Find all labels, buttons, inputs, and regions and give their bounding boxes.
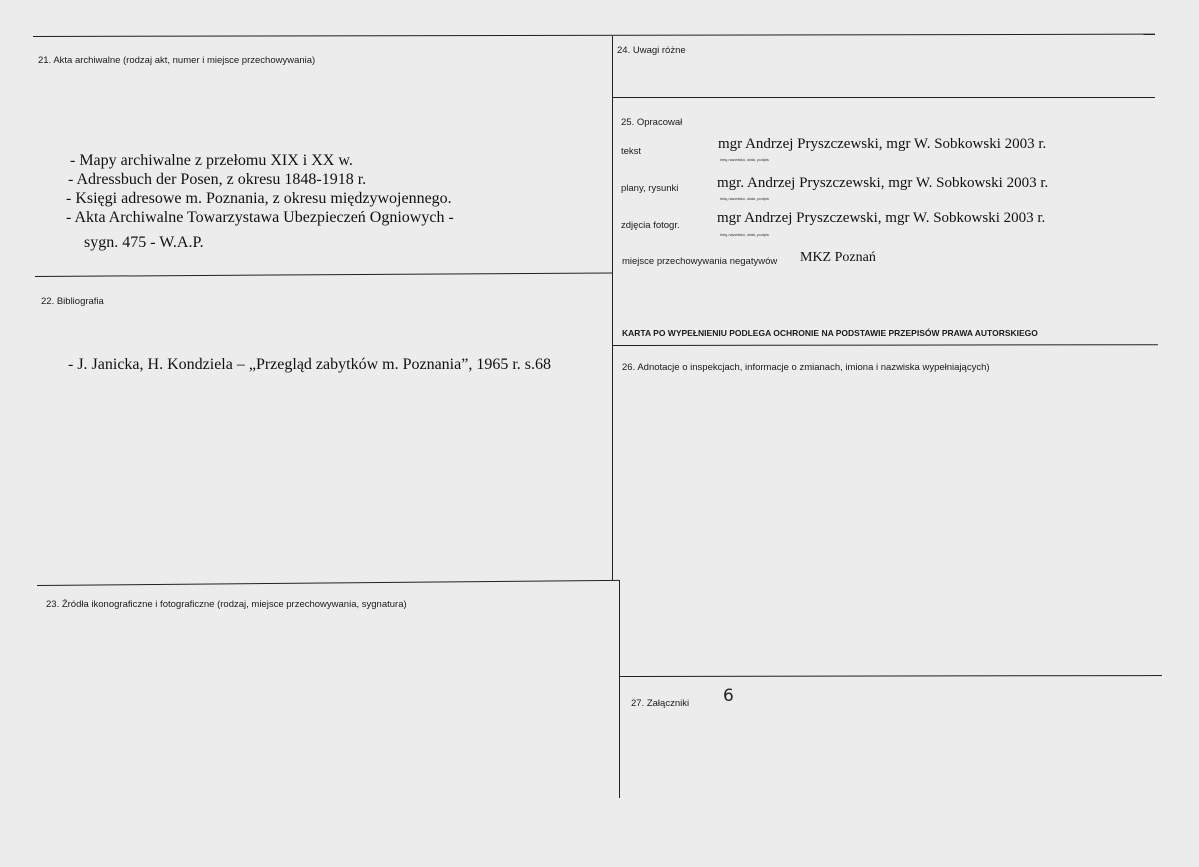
sec25-negatives-label: miejsce przechowywania negatywów bbox=[622, 256, 778, 267]
sec25-row-label: zdjęcia fotogr. bbox=[621, 220, 680, 231]
sec26-label: 26. Adnotacje o inspekcjach, informacje o zmianach, imiona i nazwiska wypełniających) bbox=[622, 362, 990, 373]
sec21-label: 21. Akta archiwalne (rodzaj akt, numer i miejsce przechowywania) bbox=[38, 55, 316, 66]
center-divider-lower bbox=[619, 580, 620, 798]
sec25-row-label: plany, rysunki bbox=[621, 183, 679, 194]
sec25-row-hint: imię,nazwisko, data, podpis bbox=[720, 157, 769, 162]
sec23-label: 23. Źródła ikonograficzne i fotograficzne (rodzaj, miejsce przechowywania, sygnatura) bbox=[46, 599, 407, 610]
sec25-negatives-value: MKZ Poznań bbox=[800, 250, 876, 265]
sec25-row-label: tekst bbox=[621, 146, 642, 157]
sec21-item: - Mapy archiwalne z przełomu XIX i XX w. bbox=[70, 152, 353, 169]
sec22-label: 22. Bibliografia bbox=[41, 296, 104, 307]
sec25-label: 25. Opracował bbox=[621, 117, 683, 128]
center-divider-upper bbox=[612, 36, 613, 580]
sec21-item: - Akta Archiwalne Towarzystawa Ubezpieczeń Ogniowych - bbox=[66, 209, 454, 226]
sec25-row-value: mgr Andrzej Pryszczewski, mgr W. Sobkowski 2003 r. bbox=[717, 210, 1046, 226]
divider-22-23 bbox=[37, 580, 619, 586]
sec25-row-value: mgr. Andrzej Pryszczewski, mgr W. Sobkowski 2003 r. bbox=[717, 175, 1049, 191]
sec21-item: sygn. 475 - W.A.P. bbox=[84, 234, 204, 251]
sec27-label: 27. Załączniki bbox=[631, 698, 690, 709]
divider-26-27 bbox=[619, 675, 1162, 677]
sec21-item: - Adressbuch der Posen, z okresu 1848-1918 r. bbox=[68, 171, 367, 188]
top-border-line bbox=[33, 34, 1155, 37]
sec25-row-hint: imię,nazwisko, data, podpis bbox=[720, 232, 769, 237]
sec27-handwritten-value: 6 bbox=[723, 686, 734, 706]
copyright-notice: KARTA PO WYPEŁNIENIU PODLEGA OCHRONIE NA PODSTAWIE PRZEPISÓW PRAWA AUTORSKIEGO bbox=[622, 328, 1038, 338]
sec21-item: - Księgi adresowe m. Poznania, z okresu międzywojennego. bbox=[66, 190, 452, 207]
sec25-row-hint: imię,nazwisko, data, podpis bbox=[720, 196, 769, 201]
sec25-row-value: mgr Andrzej Pryszczewski, mgr W. Sobkowski 2003 r. bbox=[718, 136, 1047, 152]
divider-24-25 bbox=[612, 97, 1155, 98]
divider-21-22 bbox=[35, 272, 612, 277]
sec22-item: - J. Janicka, H. Kondziela – „Przegląd zabytków m. Poznania”, 1965 r. s.68 bbox=[68, 356, 551, 373]
divider-25-26 bbox=[612, 344, 1158, 346]
sec24-label: 24. Uwagi różne bbox=[617, 45, 686, 56]
